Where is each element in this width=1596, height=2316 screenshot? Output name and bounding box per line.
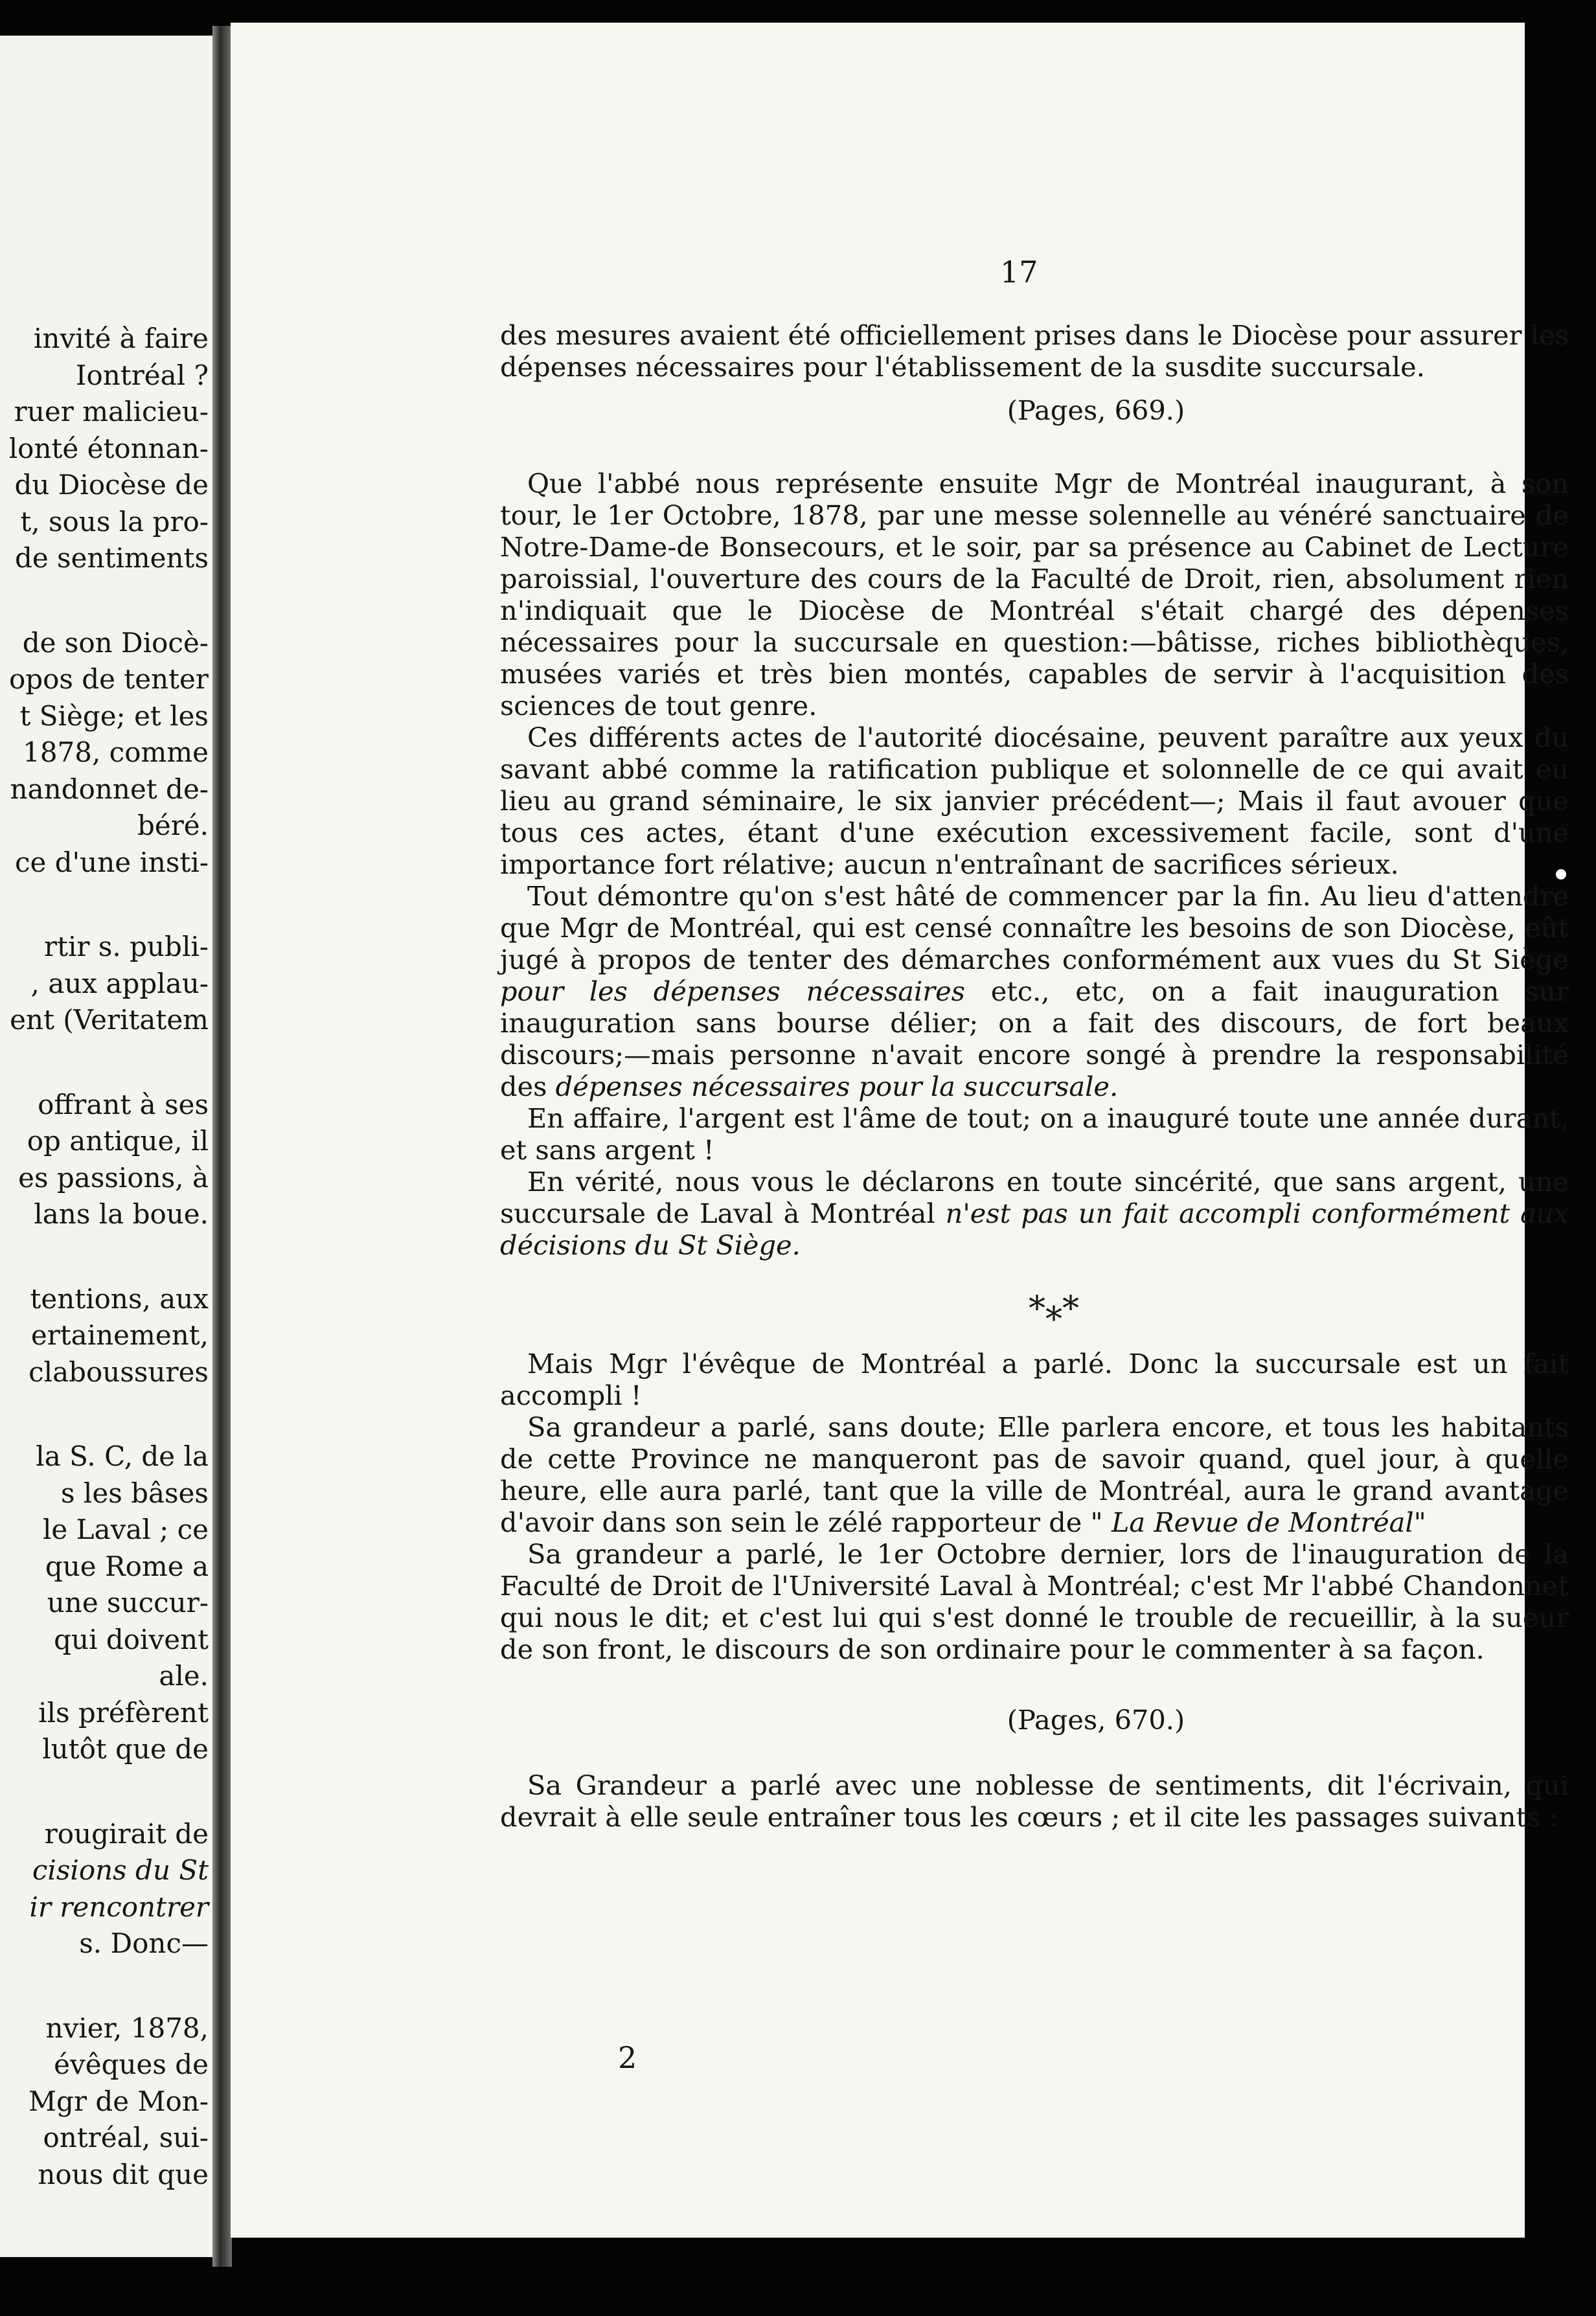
left-page-gap xyxy=(0,1039,209,1087)
left-page-gap xyxy=(0,1233,209,1281)
book-gutter xyxy=(212,26,232,2267)
left-page-line: 1878, comme xyxy=(23,736,209,768)
paragraph-10: Sa Grandeur a parlé avec une noblesse de sentiments, dit l'écrivain, qui devrait à elle seule entraîner tous les cœurs ; et il cite les passages suivants : xyxy=(500,1769,1569,1833)
paragraph-8-text: Sa grandeur a parlé, sans doute; Elle parlera encore, et tous les habitants de cette Province ne manqueront pas de savoir quand, quel jour, à quelle heure, elle aura parlé, tant que la ville de Montréal, aura le grand avantage d'avoir dans son sein le zélé rapporteur de " xyxy=(500,1411,1569,1538)
paragraph-6-italic: n'est pas un fait accompli conformément aux décisions du St Siège. xyxy=(500,1198,1569,1261)
left-page-line: béré. xyxy=(137,810,209,841)
paragraph-7: Mais Mgr l'évêque de Montréal a parlé. Donc la succursale est un fait accompli ! xyxy=(500,1348,1569,1411)
left-page-line: de sentiments xyxy=(14,542,209,574)
left-page-gap xyxy=(0,1391,209,1438)
left-page-line: du Diocèse de xyxy=(14,469,209,501)
page-body xyxy=(500,249,1569,1833)
paragraph-3: Ces différents actes de l'autorité diocésaine, peuvent paraître aux yeux du savant abbé comme la ratification publique et solonnelle de ce qui avait eu lieu au grand séminaire, le six janvier précédent—; Mais il faut avouer que tous ces actes, étant d'une exécution excessivement facile, sont d'une importance fort rélative; aucun n'entraînant de sacrifices sérieux. xyxy=(500,721,1569,880)
left-page-line: , aux applau- xyxy=(30,967,209,999)
paragraph-1: des mesures avaient été officiellement prises dans le Diocèse pour assurer les dépenses nécessaires pour l'établissement de la susdite succursale. xyxy=(500,319,1569,383)
paragraph-8 xyxy=(500,1411,1569,1538)
page-reference-669: (Pages, 669.) xyxy=(1007,394,1185,426)
left-page-line: lutôt que de xyxy=(42,1733,209,1765)
left-page-line: lonté étonnan- xyxy=(8,432,209,464)
left-page-line: nous dit que xyxy=(38,2158,209,2190)
left-page-line: ruer malicieu- xyxy=(14,396,209,427)
left-page-line: ent (Veritatem xyxy=(10,1004,209,1036)
left-page-line: es passions, à xyxy=(18,1161,209,1194)
paragraph-6 xyxy=(500,1166,1569,1261)
paragraph-6-text: En vérité, nous vous le déclarons en toute sincérité, que sans argent, une succursale de Laval à Montréal xyxy=(500,1166,1569,1229)
left-page-line: t, sous la pro- xyxy=(20,505,209,538)
paragraph-8-close: " xyxy=(1413,1506,1426,1538)
left-page-line: tentions, aux xyxy=(30,1282,209,1315)
left-page-gap xyxy=(0,1962,209,2010)
paragraph-4-text-a: Tout démontre qu'on s'est hâté de commencer par la fin. Au lieu d'attendre que Mgr de Montréal, qui est censé connaître les besoins de son Diocèse, eût jugé à propos de tenter des démarches conformément aux vues du St Siège xyxy=(500,880,1569,975)
left-page-line: s les bâses xyxy=(61,1477,209,1509)
left-page-line: que Rome a xyxy=(45,1550,209,1582)
left-page-gap xyxy=(0,577,209,625)
left-page-line: t Siège; et les xyxy=(19,699,209,732)
left-page-line: op antique, il xyxy=(27,1125,209,1157)
left-page-line: cisions du St xyxy=(32,1854,209,1886)
left-page-gap xyxy=(0,881,209,929)
left-page-line: Mgr de Mon- xyxy=(28,2085,209,2117)
left-page-line: opos de tenter xyxy=(8,663,209,695)
left-page-line: rtir s. publi- xyxy=(44,931,209,962)
left-page-line: Iontréal ? xyxy=(75,359,209,391)
left-page-line: le Laval ; ce xyxy=(43,1514,209,1545)
left-page-line: ontréal, sui- xyxy=(43,2122,209,2153)
left-page-line: ir rencontrer xyxy=(29,1890,209,1923)
left-page-line: offrant à ses xyxy=(38,1088,209,1120)
paragraph-4-italic-a: pour les dépenses nécessaires xyxy=(500,975,965,1007)
left-page-line: évêques de xyxy=(54,2049,209,2080)
left-page-line: ce d'une insti- xyxy=(14,846,209,878)
left-page-gap xyxy=(0,1768,209,1816)
left-page-line: qui doivent xyxy=(54,1623,209,1655)
page-reference-670: (Pages, 670.) xyxy=(1007,1704,1185,1736)
scan-speck xyxy=(1556,869,1566,880)
paragraph-4 xyxy=(500,880,1569,1102)
left-page-line: lans la boue. xyxy=(34,1198,209,1230)
left-page-line: ertainement, xyxy=(30,1319,209,1351)
signature-number: 2 xyxy=(618,2040,637,2075)
paragraph-2: Que l'abbé nous représente ensuite Mgr de Montréal inaugurant, à son tour, le 1er Octobre, 1878, par une messe solennelle au vénéré sanctuaire de Notre-Dame-de Bonsecours, et le soir, par sa présence au Cabinet de Lecture paroissial, l'ouverture des cours de la Faculté de Droit, rien, absolument rien n'indiquait que le Diocèse de Montréal s'était chargé des dépenses nécessaires pour la succursale en question:—bâtisse, riches bibliothèques, musées variés et très bien montés, capables de servir à l'acquisition des sciences de tout genre. xyxy=(500,468,1569,721)
paragraph-9: Sa grandeur a parlé, le 1er Octobre dernier, lors de l'inauguration de la Faculté de Droit de l'Université Laval à Montréal; c'est Mr l'abbé Chandonnet qui nous le dit; et c'est lui qui s'est donné le trouble de recueillir, à la sueur de son front, le discours de son ordinaire pour le commenter à sa façon. xyxy=(500,1538,1569,1665)
paragraph-4-italic-b: dépenses nécessaires pour la succursale. xyxy=(555,1071,1119,1102)
left-page-fragment xyxy=(0,36,212,2257)
paragraph-5: En affaire, l'argent est l'âme de tout; on a inauguré toute une année durant, et sans argent ! xyxy=(500,1102,1569,1166)
left-page-line: ils préfèrent xyxy=(38,1696,209,1729)
paragraph-8-italic: La Revue de Montréal xyxy=(1111,1506,1414,1538)
left-page-line: de son Diocè- xyxy=(22,626,209,659)
left-page-line: invité à faire xyxy=(33,323,209,354)
left-page-line: la S. C, de la xyxy=(36,1440,209,1472)
left-page-line: ale. xyxy=(159,1660,209,1692)
page-number: 17 xyxy=(1000,255,1038,290)
left-page-text xyxy=(0,321,209,2193)
paragraph-4-text-b: etc., etc, on a fait inauguration sur inauguration sans bourse délier; on a fait des discours, de fort beaux discours;—mais personne n'avait encore songé à prendre la responsabilité des xyxy=(500,975,1569,1102)
left-page-line: s. Donc— xyxy=(79,1927,209,1959)
section-asterism: *⁎* xyxy=(1029,1289,1079,1328)
left-page-line: une succur- xyxy=(47,1587,209,1618)
right-page xyxy=(231,23,1569,2238)
left-page-line: rougirait de xyxy=(44,1817,209,1850)
left-page-line: nvier, 1878, xyxy=(45,2012,209,2044)
left-page-line: claboussures xyxy=(28,1356,209,1388)
left-page-line: nandonnet de- xyxy=(10,773,209,805)
